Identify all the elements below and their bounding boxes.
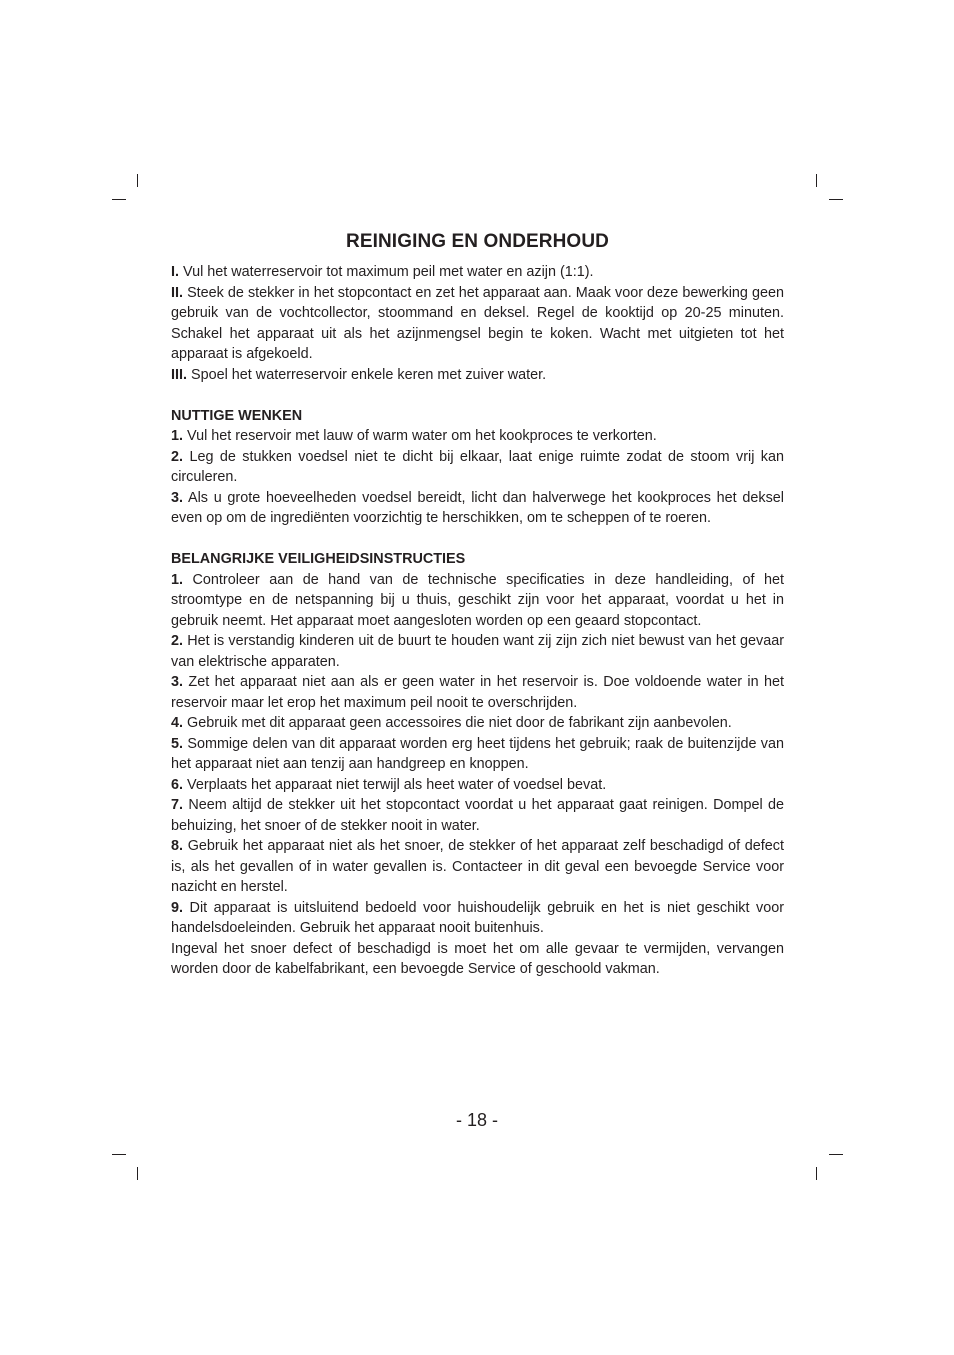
safety-list xyxy=(171,570,784,980)
safety-item xyxy=(171,898,784,939)
safety-item xyxy=(171,795,784,836)
safety-text: Zet het apparaat niet aan als er geen water in het reservoir is. Doe voldoende water in het reservoir maar let erop het maximum peil nooit te overschrijden. xyxy=(171,674,784,711)
cleaning-step xyxy=(171,365,784,386)
safety-number: 2. xyxy=(171,633,184,649)
page-title: REINIGING EN ONDERHOUD xyxy=(346,231,609,252)
crop-mark-top-right-horizontal xyxy=(829,199,843,200)
safety-item xyxy=(171,775,784,796)
safety-number: 9. xyxy=(171,899,184,916)
safety-closing-note: Ingeval het snoer defect of beschadigd is moet het om alle gevaar te vermijden, vervangen worden door de kabelfabrikant, een bevoegde Service of geschoold vakman. xyxy=(171,940,784,977)
crop-mark-bottom-left-vertical xyxy=(137,1167,138,1180)
safety-text: Neem altijd de stekker uit het stopcontact voordat u het apparaat gaat reinigen. Dompel de behuizing, het snoer of de stekker nooit in water. xyxy=(171,797,785,834)
tips-heading: NUTTIGE WENKEN xyxy=(171,407,303,424)
safety-text: Gebruik met dit apparaat geen accessoires die niet door de fabrikant zijn aanbevolen. xyxy=(187,715,732,731)
safety-text: Het is verstandig kinderen uit de buurt te houden want zij zijn zich niet bewust van het gevaar van elektrische apparaten. xyxy=(171,633,785,670)
safety-heading: BELANGRIJKE VEILIGHEIDSINSTRUCTIES xyxy=(171,551,466,567)
cleaning-step xyxy=(171,283,784,365)
safety-number: 1. xyxy=(171,571,184,588)
step-number: II. xyxy=(171,284,183,301)
tip-text: Leg de stukken voedsel niet te dicht bij elkaar, laat enige ruimte zodat de stoom vrij kan circuleren. xyxy=(171,448,784,485)
cleaning-steps xyxy=(171,262,784,385)
page-content xyxy=(171,229,784,980)
crop-mark-top-left-horizontal xyxy=(112,199,126,200)
safety-item xyxy=(171,672,784,713)
cleaning-step xyxy=(171,262,784,283)
crop-mark-bottom-right-vertical xyxy=(816,1167,817,1180)
safety-item xyxy=(171,631,784,672)
tip-item xyxy=(171,488,784,529)
safety-item xyxy=(171,734,784,775)
tip-number: 1. xyxy=(171,428,184,444)
safety-text: Verplaats het apparaat niet terwijl als heet water of voedsel bevat. xyxy=(187,776,607,793)
safety-number: 7. xyxy=(171,797,184,813)
safety-number: 6. xyxy=(171,776,184,793)
tip-number: 3. xyxy=(171,489,184,506)
safety-text: Controleer aan de hand van de technische specificaties in deze handleiding, of het stroomtype en de netspanning bij u thuis, geschikt zijn voor het apparaat, voordat u het in gebruik neemt. Het apparaat moet aangesloten worden op een geaard stopcontact. xyxy=(171,571,785,629)
crop-mark-bottom-right-horizontal xyxy=(829,1154,843,1155)
safety-text: Sommige delen van dit apparaat worden erg heet tijdens het gebruik; raak de buitenzijde van het apparaat niet aan tenzij aan handgreep en knoppen. xyxy=(171,735,785,772)
step-text: Vul het waterreservoir tot maximum peil met water en azijn (1:1). xyxy=(183,264,594,280)
tip-text: Als u grote hoeveelheden voedsel bereidt, licht dan halverwege het kookproces het deksel even op om de ingrediënten voorzichtig te herschikken, om te scheppen of te roeren. xyxy=(171,489,784,526)
safety-text: Dit apparaat is uitsluitend bedoeld voor huishoudelijk gebruik en het is niet geschikt voor handelsdoeleinden. Gebruik het apparaat nooit buitenhuis. xyxy=(171,899,784,936)
tips-list xyxy=(171,426,784,529)
tip-item xyxy=(171,426,784,447)
safety-number: 5. xyxy=(171,735,184,752)
safety-number: 4. xyxy=(171,715,184,731)
safety-number: 8. xyxy=(171,838,184,854)
safety-text: Gebruik het apparaat niet als het snoer, de stekker of het apparaat zelf beschadigd of defect is, als het gevallen of in water gevallen is. Contacteer in dit geval een bevoegde Service voor nazicht en herstel. xyxy=(171,838,785,895)
step-number: I. xyxy=(171,264,179,280)
step-number: III. xyxy=(171,366,187,383)
crop-mark-top-left-vertical xyxy=(137,174,138,187)
tip-number: 2. xyxy=(171,448,184,465)
safety-item xyxy=(171,570,784,632)
safety-item xyxy=(171,836,784,898)
tip-item xyxy=(171,447,784,488)
crop-mark-bottom-left-horizontal xyxy=(112,1154,126,1155)
tip-text: Vul het reservoir met lauw of warm water om het kookproces te verkorten. xyxy=(187,428,657,444)
crop-mark-top-right-vertical xyxy=(816,174,817,187)
step-text: Spoel het waterreservoir enkele keren met zuiver water. xyxy=(191,366,547,383)
step-text: Steek de stekker in het stopcontact en zet het apparaat aan. Maak voor deze bewerking geen gebruik van de vochtcollector, stoommand en deksel. Regel de kooktijd op 20-25 minuten. Schakel het apparaat uit als het azijnmengsel begin te koken. Wacht met uitgieten tot het apparaat is afgekoeld. xyxy=(171,284,784,362)
page-number: - 18 - xyxy=(455,1110,498,1130)
safety-number: 3. xyxy=(171,674,184,690)
safety-item xyxy=(171,713,784,734)
